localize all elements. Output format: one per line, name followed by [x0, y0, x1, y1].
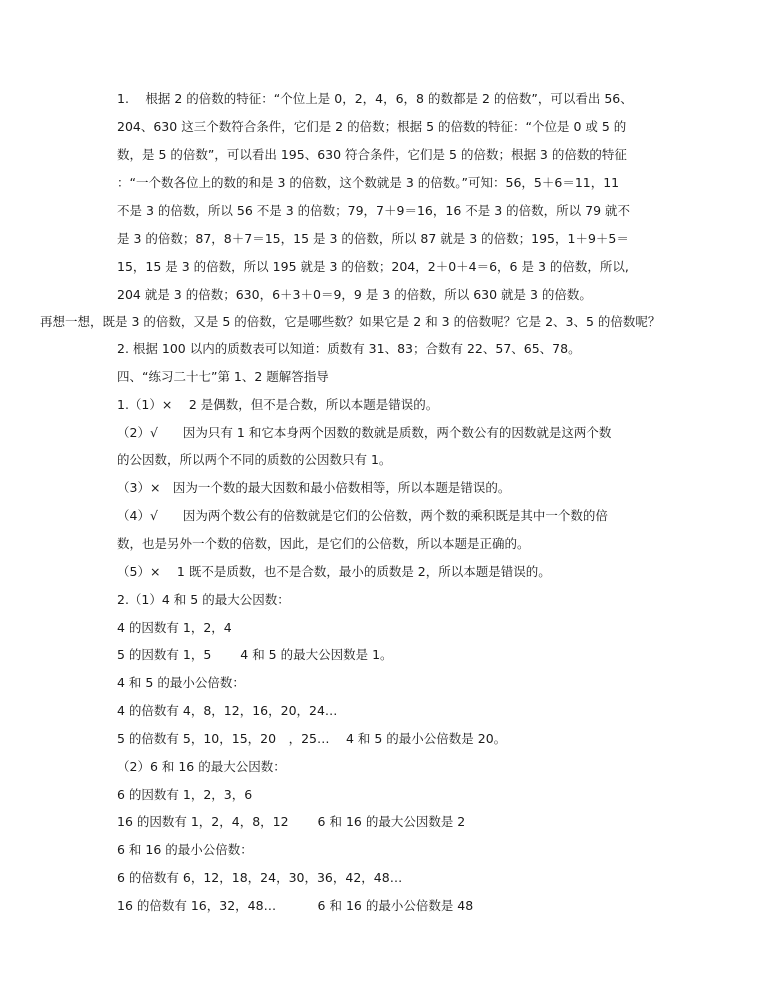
text-line: 1.（1）× 2 是偶数，但不是合数，所以本题是错误的。: [117, 397, 439, 412]
text-line: 6 和 16 的最小公倍数：: [117, 842, 253, 857]
text-line: （2）√ 因为只有 1 和它本身两个因数的数就是质数，两个数公有的因数就是这两个数: [117, 425, 612, 440]
section-heading: 四、“练习二十七”第 1、2 题解答指导: [117, 369, 329, 384]
text-line: 2. 根据 100 以内的质数表可以知道：质数有 31、83；合数有 22、57、65、78。: [117, 341, 581, 356]
text-line: 6 的倍数有 6，12，18，24，30，36，42，48…: [117, 870, 403, 885]
text-line: 5 的倍数有 5，10，15，20 ，25… 4 和 5 的最小公倍数是 20。: [117, 731, 507, 746]
text-line: （2）6 和 16 的最大公因数：: [117, 759, 286, 774]
text-line: ：“一个数各位上的数的和是 3 的倍数，这个数就是 3 的倍数。”可知：56，5＋6＝11，11: [117, 175, 620, 190]
text-line: 是 3 的倍数；87，8＋7＝15，15 是 3 的倍数，所以 87 就是 3 的倍数；195，1＋9＋5＝: [117, 231, 629, 246]
text-line: （4）√ 因为两个数公有的倍数就是它们的公倍数，两个数的乘积既是其中一个数的倍: [117, 508, 608, 523]
text-line: 数，也是另外一个数的倍数，因此，是它们的公倍数，所以本题是正确的。: [117, 536, 530, 551]
text-line: 16 的倍数有 16，32，48… 6 和 16 的最小公倍数是 48: [117, 898, 474, 913]
text-line: 不是 3 的倍数，所以 56 不是 3 的倍数；79，7＋9＝16，16 不是 3 的倍数，所以 79 就不: [117, 203, 631, 218]
text-line: 6 的因数有 1，2，3，6: [117, 787, 253, 802]
text-line: 15，15 是 3 的倍数，所以 195 就是 3 的倍数；204，2＋0＋4＝6，6 是 3 的倍数，所以,: [117, 259, 629, 274]
text-line: （5）× 1 既不是质数，也不是合数，最小的质数是 2，所以本题是错误的。: [117, 564, 551, 579]
text-line: （3）× 因为一个数的最大因数和最小倍数相等，所以本题是错误的。: [117, 480, 511, 495]
text-line: 1. 根据 2 的倍数的特征：“个位上是 0，2，4，6，8 的数都是 2 的倍数”，可以看出 56、: [117, 91, 633, 106]
text-line: 的公因数，所以两个不同的质数的公因数只有 1。: [117, 452, 392, 467]
text-line: 4 和 5 的最小公倍数：: [117, 675, 245, 690]
text-line: 4 的因数有 1，2，4: [117, 620, 232, 635]
text-line: 204 就是 3 的倍数；630，6＋3＋0＝9，9 是 3 的倍数，所以 630 就是 3 的倍数。: [117, 287, 592, 302]
text-line: 5 的因数有 1，5 4 和 5 的最大公因数是 1。: [117, 647, 393, 662]
text-line: 再想一想，既是 3 的倍数，又是 5 的倍数，它是哪些数？如果它是 2 和 3 的倍数呢？它是 2、3、5 的倍数呢？: [40, 314, 661, 329]
text-line: 数，是 5 的倍数”，可以看出 195、630 符合条件，它们是 5 的倍数；根据 3 的倍数的特征: [117, 147, 627, 162]
text-line: 16 的因数有 1，2，4，8，12 6 和 16 的最大公因数是 2: [117, 814, 466, 829]
text-line: 4 的倍数有 4，8，12，16，20，24…: [117, 703, 338, 718]
text-line: 204、630 这三个数符合条件，它们是 2 的倍数；根据 5 的倍数的特征：“个位是 0 或 5 的: [117, 119, 627, 134]
text-line: 2.（1）4 和 5 的最大公因数：: [117, 592, 290, 607]
